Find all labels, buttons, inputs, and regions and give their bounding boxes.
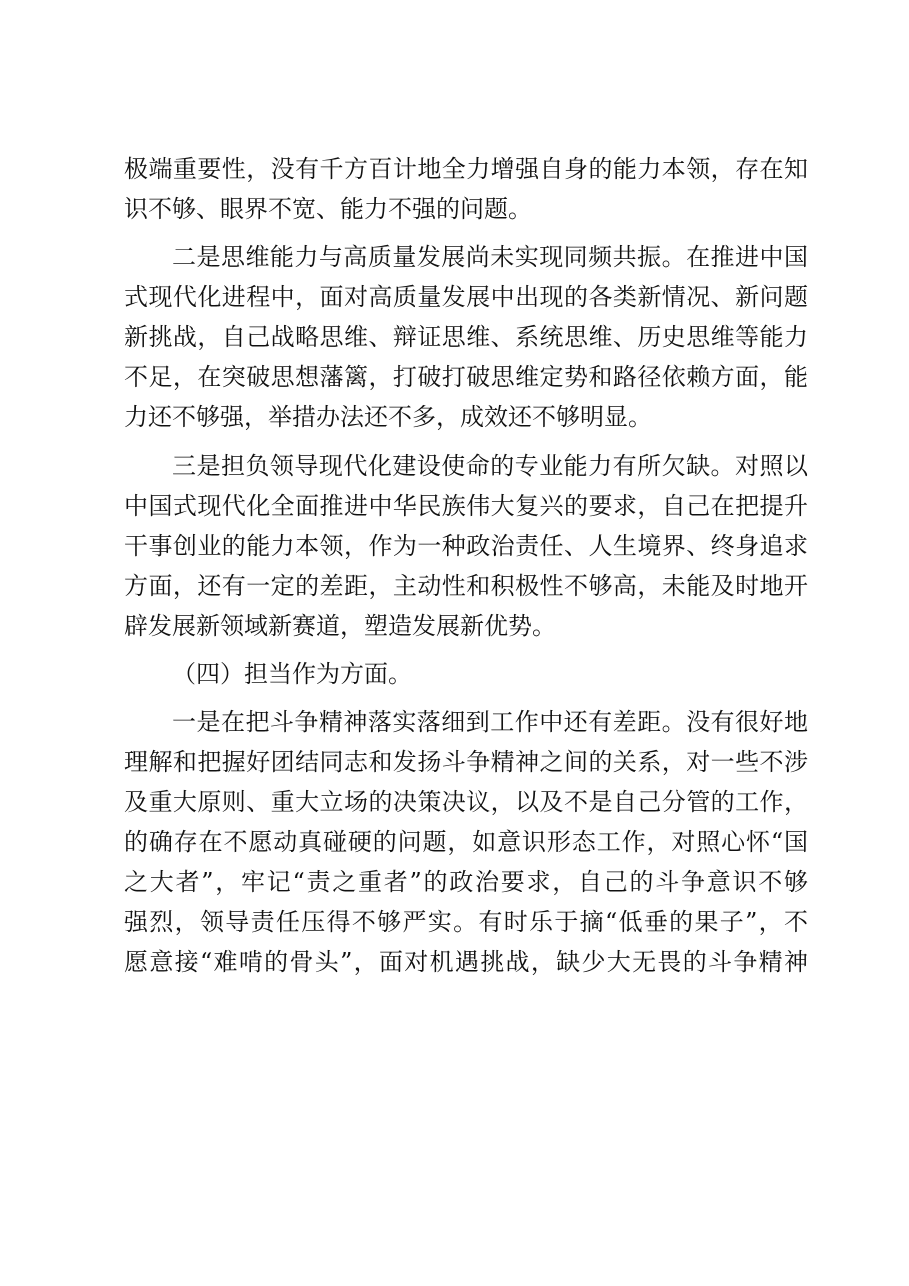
text-line: 二是思维能力与高质量发展尚未实现同频共振。在推进中国 — [172, 243, 808, 272]
document-body — [124, 149, 808, 982]
text-line: 愿意接“难啃的骨头”，面对机遇挑战，缺少大无畏的斗争精神 — [124, 948, 808, 977]
paragraph-spacing — [124, 437, 808, 445]
text-line: 力还不够强，举措办法还不多，成效还不够明显。 — [124, 403, 652, 432]
text-line: 理解和把握好团结同志和发扬斗争精神之间的关系，对一些不涉 — [124, 748, 808, 777]
text-line: 之大者”，牢记“责之重者”的政治要求，自己的斗争意识不够 — [124, 868, 808, 897]
text-line: 极端重要性，没有千方百计地全力增强自身的能力本领，存在知 — [124, 155, 808, 183]
text-line: 及重大原则、重大立场的决策决议，以及不是自己分管的工作， — [124, 788, 808, 817]
paragraph-spacing — [124, 694, 808, 702]
paragraph-thinking-ability — [124, 237, 808, 437]
text-line: 干事创业的能力本领，作为一种政治责任、人生境界、终身追求 — [124, 531, 808, 560]
paragraph-continuation — [124, 149, 808, 229]
text-line: 辟发展新领域新赛道，塑造发展新优势。 — [124, 611, 556, 640]
paragraph-spacing — [124, 646, 808, 654]
paragraph-spacing — [124, 229, 808, 237]
text-line: 中国式现代化全面推进中华民族伟大复兴的要求，自己在把提升 — [124, 491, 808, 520]
text-line: 的确存在不愿动真碰硬的问题，如意识形态工作，对照心怀“国 — [124, 828, 808, 857]
paragraph-fighting-spirit — [124, 702, 808, 982]
text-line: 不足，在突破思想藩篱，打破打破思维定势和路径依赖方面，能 — [124, 363, 808, 392]
text-line: 识不够、眼界不宽、能力不强的问题。 — [124, 195, 532, 223]
text-line: 三是担负领导现代化建设使命的专业能力有所欠缺。对照以 — [172, 451, 808, 480]
section-heading-text: （四）担当作为方面。 — [172, 659, 412, 688]
text-line: 新挑战，自己战略思维、辩证思维、系统思维、历史思维等能力 — [124, 323, 808, 352]
text-line: 方面，还有一定的差距，主动性和积极性不够高，未能及时地开 — [124, 571, 808, 600]
paragraph-professional-ability — [124, 446, 808, 646]
section-heading — [124, 654, 808, 694]
text-line: 一是在把斗争精神落实落细到工作中还有差距。没有很好地 — [172, 708, 808, 737]
text-line: 式现代化进程中，面对高质量发展中出现的各类新情况、新问题 — [124, 283, 808, 312]
text-line: 强烈，领导责任压得不够严实。有时乐于摘“低垂的果子”，不 — [124, 908, 808, 937]
